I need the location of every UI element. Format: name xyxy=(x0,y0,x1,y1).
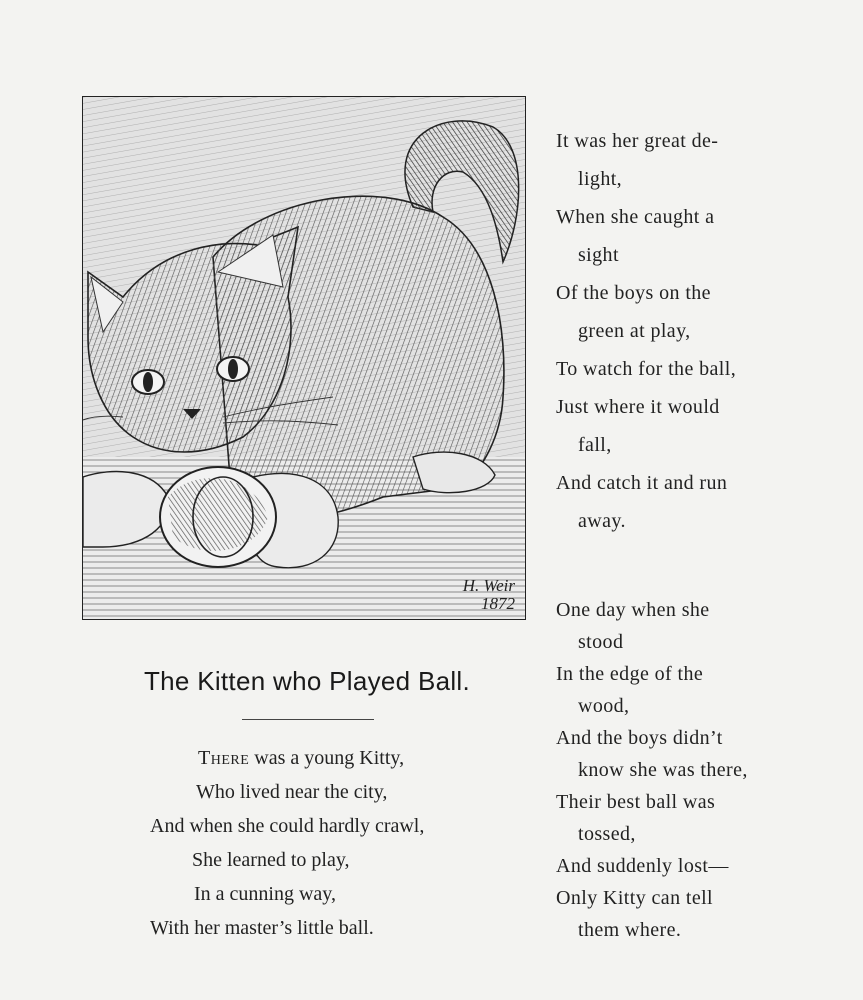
verse-line: Only Kitty can tell xyxy=(556,887,714,909)
stanza-left xyxy=(82,741,532,945)
verse-line: And when she could hardly crawl, xyxy=(150,815,425,837)
verse-line: Just where it would xyxy=(556,396,720,418)
kitten-engraving xyxy=(83,97,525,619)
verse-line: She learned to play, xyxy=(192,849,350,871)
verse-line: them where. xyxy=(578,919,682,941)
verse-line: To watch for the ball, xyxy=(556,358,737,380)
verse-line: tossed, xyxy=(578,823,636,845)
verse-line: When she caught a xyxy=(556,206,715,228)
verse-line: stood xyxy=(578,631,624,653)
verse-line: There was a young Kitty, xyxy=(198,747,405,769)
verse-line: In a cunning way, xyxy=(194,883,336,905)
verse-line: wood, xyxy=(578,695,630,717)
verse-line: sight xyxy=(578,244,619,266)
verse-line: away. xyxy=(578,510,626,532)
verse-line: Their best ball was xyxy=(556,791,716,813)
kitten-illustration xyxy=(82,96,526,620)
verse-line: know she was there, xyxy=(578,759,748,781)
drop-word: There xyxy=(198,747,250,769)
verse-line: One day when she xyxy=(556,599,710,621)
stanza-right-2 xyxy=(556,596,776,948)
artist-signature: H. Weir 1872 xyxy=(462,576,515,613)
verse-line: In the edge of the xyxy=(556,663,704,685)
verse-line: And suddenly lost— xyxy=(556,855,729,877)
verse-line: light, xyxy=(578,168,623,190)
verse-line: Who lived near the city, xyxy=(196,781,388,803)
verse-line: Of the boys on the xyxy=(556,282,711,304)
verse-line: fall, xyxy=(578,434,612,456)
verse-line: And catch it and run xyxy=(556,472,728,494)
verse-line: With her master’s little ball. xyxy=(150,917,374,939)
verse-line: It was her great de- xyxy=(556,130,719,152)
verse-line: green at play, xyxy=(578,320,691,342)
stanza-right-1 xyxy=(556,126,776,544)
poem-title: The Kitten who Played Ball. xyxy=(143,666,471,696)
verse-line: And the boys didn’t xyxy=(556,727,723,749)
title-divider xyxy=(242,719,374,720)
